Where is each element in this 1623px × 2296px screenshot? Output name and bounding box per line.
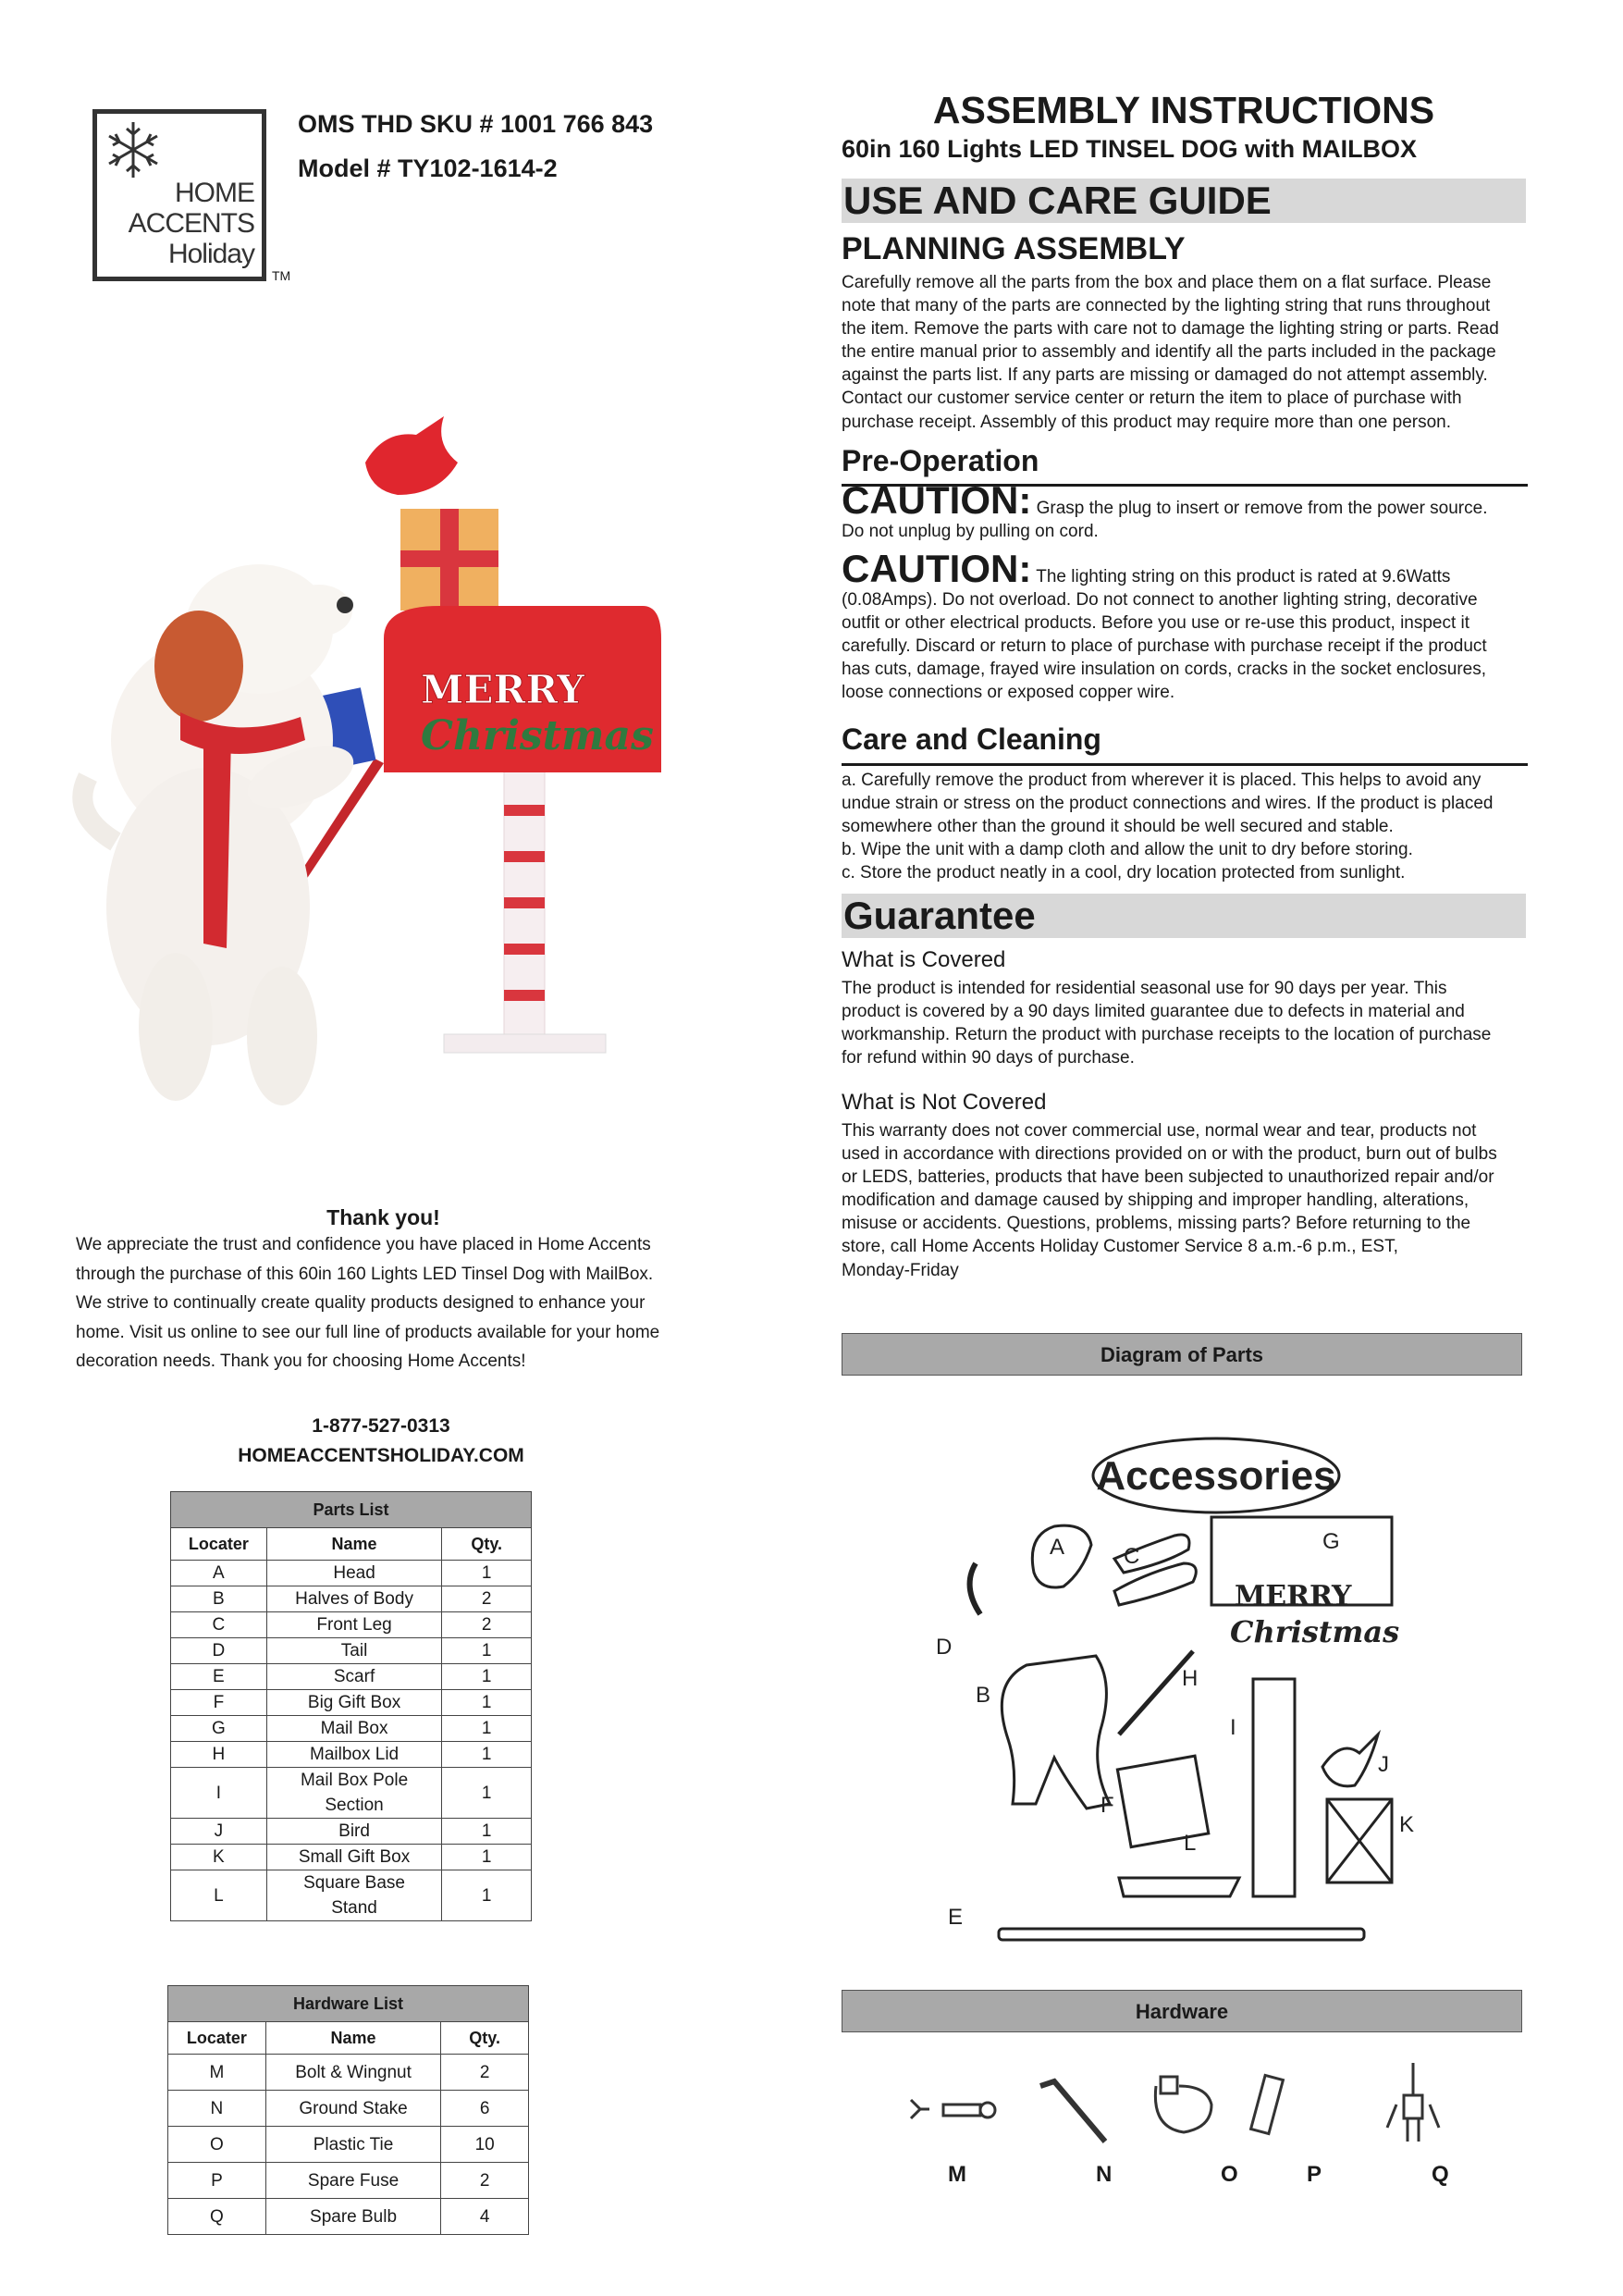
not-covered-line: Monday-Friday [842,1260,959,1280]
table-row [171,1768,532,1819]
brand-logo [92,109,266,281]
part-c-leg [1114,1563,1196,1605]
part-b-body [1002,1656,1110,1808]
not-covered-line: store, call Home Accents Holiday Customer Service 8 a.m.-6 p.m., EST, [842,1237,1398,1257]
brand-wordmark [129,178,254,269]
name-cell: Plastic Tie [265,2127,440,2163]
locater-cell: O [168,2127,266,2163]
hardware-list-caption: Hardware List [168,1986,529,2022]
snowflake-icon [101,117,166,182]
hardware-letter-p: P [1307,2162,1322,2187]
not-covered-line: modification and damage caused by shipping and improper handling, alterations, [842,1191,1469,1211]
qty-cell: 1 [442,1768,532,1819]
not-covered-line: used in accordance with directions provided on or with the product, burn out of bulbs [842,1144,1497,1165]
thank-you-body [76,1230,705,1376]
table-row [168,2163,529,2199]
hardware-letter-n: N [1096,2162,1113,2187]
not-covered-line: misuse or accidents. Questions, problems, missing parts? Before returning to the [842,1214,1471,1234]
spare-bulb-icon [1387,2063,1439,2142]
label-l: L [1184,1831,1197,1856]
table-row [168,2055,529,2091]
care-title: Care and Cleaning [842,722,1101,756]
spare-fuse-icon [1251,2075,1284,2133]
name-cell: Bird [266,1819,442,1845]
care-line: c. Store the product neatly in a cool, dry location protected from sunlight. [842,863,1406,883]
label-k: K [1399,1812,1415,1837]
qty-cell: 2 [441,2055,529,2091]
qty-cell: 1 [442,1742,532,1768]
table-row [168,2199,529,2235]
not-covered-line: This warranty does not cover commercial use, normal wear and tear, products not [842,1121,1477,1141]
planning-line: Carefully remove all the parts from the box and place them on a flat surface. Please [842,273,1492,292]
label-c: C [1124,1544,1140,1569]
hardware-letter-o: O [1221,2162,1238,2187]
care-line: a. Carefully remove the product from wherever it is placed. This helps to avoid any [842,771,1482,790]
hardware-list-table [167,1985,529,2235]
accessories-label: Accessories [1096,1453,1336,1499]
locater-cell: D [171,1638,267,1664]
column-header: Name [265,2022,440,2055]
diagram-mailbox-christmas: Christmas [1230,1614,1400,1649]
qty-cell: 1 [442,1716,532,1742]
locater-cell: P [168,2163,266,2199]
plastic-tie-icon [1155,2077,1211,2132]
name-cell: Scarf [266,1664,442,1690]
name-cell: Mail Box [266,1716,442,1742]
table-row [171,1845,532,1870]
thank-you-line: decoration needs. Thank you for choosing Home Accents! [76,1352,526,1372]
table-row [171,1716,532,1742]
parts-list-caption: Parts List [171,1492,532,1528]
locater-cell: Q [168,2199,266,2235]
name-cell: Mail Box Pole Section [266,1768,442,1819]
thank-you-line: through the purchase of this 60in 160 Lights LED Tinsel Dog with MailBox. [76,1264,654,1284]
mailbox-text-merry: MERRY [421,667,585,712]
locater-cell: E [171,1664,267,1690]
column-header: Locater [171,1528,267,1561]
qty-cell: 1 [442,1819,532,1845]
label-h: H [1182,1666,1199,1691]
mailbox-text-christmas: Christmas [421,712,654,759]
care-line: somewhere other than the ground it should be well secured and stable. [842,817,1394,837]
label-a: A [1050,1535,1065,1560]
parts-list-table [170,1491,532,1921]
caution-label: CAUTION: [842,478,1032,522]
name-cell: Square Base Stand [266,1870,442,1921]
planning-line: Contact our customer service center or return the item to place of purchase with [842,389,1462,409]
brand-line1: HOME [175,178,254,208]
covered-line: product is covered by a 90 days limited guarantee due to defects in material and [842,1002,1465,1022]
caution-2-line: loose connections or exposed copper wire. [842,683,1175,703]
planning-line: against the parts list. If any parts are missing or damaged do not attempt assembly. [842,365,1488,386]
planning-title: PLANNING ASSEMBLY [842,231,1186,266]
locater-cell: C [171,1612,267,1638]
part-e-scarf [999,1929,1364,1940]
column-header: Locater [168,2022,266,2055]
planning-line: purchase receipt. Assembly of this product may require more than one person. [842,412,1452,432]
thank-you-line: We appreciate the trust and confidence you have placed in Home Accents [76,1235,651,1254]
qty-cell: 2 [442,1612,532,1638]
diagram-header: Diagram of Parts [842,1333,1522,1376]
table-row [171,1664,532,1690]
caution-1-rest: Do not unplug by pulling on cord. [842,522,1099,542]
name-cell: Bolt & Wingnut [265,2055,440,2091]
name-cell: Big Gift Box [266,1690,442,1716]
hardware-letter-m: M [948,2162,966,2187]
locater-cell: N [168,2091,266,2127]
model-line: Model # TY102-1614-2 [298,154,558,182]
table-row [171,1742,532,1768]
name-cell: Small Gift Box [266,1845,442,1870]
thank-you-line: home. Visit us online to see our full line of products available for your home [76,1322,660,1342]
product-image [51,407,689,1110]
assembly-title: ASSEMBLY INSTRUCTIONS [932,89,1435,131]
qty-cell: 1 [442,1870,532,1921]
qty-cell: 1 [442,1664,532,1690]
thank-you-title: Thank you! [326,1205,440,1229]
part-j-bird [1322,1734,1378,1786]
part-d-tail [970,1563,980,1614]
table-row [171,1870,532,1921]
qty-cell: 1 [442,1638,532,1664]
caution-2-line: carefully. Discard or return to place of purchase with purchase receipt if the product [842,636,1487,657]
label-b: B [976,1683,991,1708]
website-url: HOMEACCENTSHOLIDAY.COM [238,1445,524,1466]
locater-cell: G [171,1716,267,1742]
brand-line3: Holiday [167,239,254,269]
table-row [171,1561,532,1586]
qty-cell: 1 [442,1845,532,1870]
label-f: F [1100,1793,1114,1818]
brand-line2: ACCENTS [128,208,254,239]
label-i: I [1230,1715,1236,1740]
care-line: b. Wipe the unit with a damp cloth and allow the unit to dry before storing. [842,840,1413,860]
table-row [171,1638,532,1664]
name-cell: Spare Fuse [265,2163,440,2199]
caution-2-line: (0.08Amps). Do not overload. Do not connect to another lighting string, decorative [842,590,1478,611]
phone-number: 1-877-527-0313 [312,1415,450,1437]
hardware-illustrations [906,2058,1480,2160]
name-cell: Spare Bulb [265,2199,440,2235]
qty-cell: 1 [442,1561,532,1586]
locater-cell: A [171,1561,267,1586]
part-h-lid [1119,1651,1193,1734]
hardware-letter-q: Q [1432,2162,1449,2187]
covered-title: What is Covered [842,947,1006,972]
qty-cell: 10 [441,2127,529,2163]
diagram-mailbox-merry: MERRY [1235,1580,1352,1612]
locater-cell: B [171,1586,267,1612]
care-body [842,769,1526,884]
part-l-base [1119,1878,1239,1896]
name-cell: Halves of Body [266,1586,442,1612]
locater-cell: H [171,1742,267,1768]
table-row [168,2127,529,2163]
caution-2-text: The lighting string on this product is rated at 9.6Watts [1036,567,1451,586]
locater-cell: K [171,1845,267,1870]
table-row [171,1690,532,1716]
planning-body [842,271,1526,434]
qty-cell: 4 [441,2199,529,2235]
planning-line: the item. Remove the parts with care not to damage the lighting string or parts. Read [842,319,1499,339]
name-cell: Tail [266,1638,442,1664]
thank-you-line: We strive to continually create quality products designed to enhance your [76,1293,646,1314]
qty-cell: 6 [441,2091,529,2127]
caution-2-line: has cuts, damage, frayed wire insulation on cords, cracks in the socket enclosures, [842,660,1487,680]
locater-cell: I [171,1768,267,1819]
qty-cell: 2 [441,2163,529,2199]
hardware-header: Hardware [842,1990,1522,2032]
caution-2 [842,547,1526,705]
covered-line: The product is intended for residential seasonal use for 90 days per year. This [842,979,1447,998]
locater-cell: M [168,2055,266,2091]
planning-line: note that many of the parts are connected by the lighting string that runs throughout [842,296,1491,316]
care-line: undue strain or stress on the product connections and wires. If the product is placed [842,794,1494,814]
column-header: Name [266,1528,442,1561]
table-row [171,1819,532,1845]
covered-line: workmanship. Return the product with purchase receipts to the location of purchase [842,1025,1492,1045]
label-g: G [1322,1529,1340,1554]
caution-2-line: outfit or other electrical products. Before you use or re-use this product, inspect it [842,613,1470,634]
guarantee-title: Guarantee [842,894,1526,938]
part-i-pole [1253,1679,1295,1896]
label-d: D [936,1635,953,1660]
name-cell: Ground Stake [265,2091,440,2127]
parts-diagram [925,1434,1443,1943]
table-row [171,1612,532,1638]
caution-1 [842,478,1526,543]
locater-cell: F [171,1690,267,1716]
covered-line: for refund within 90 days of purchase. [842,1048,1135,1068]
column-header: Qty. [441,2022,529,2055]
name-cell: Mailbox Lid [266,1742,442,1768]
ground-stake-icon [1040,2081,1105,2142]
qty-cell: 2 [442,1586,532,1612]
guide-title: USE AND CARE GUIDE [842,179,1526,223]
section-divider [842,763,1528,766]
name-cell: Head [266,1561,442,1586]
locater-cell: L [171,1870,267,1921]
pre-operation-title: Pre-Operation [842,444,1039,477]
label-j: J [1378,1752,1389,1777]
qty-cell: 1 [442,1690,532,1716]
caution-label: CAUTION: [842,547,1032,590]
trademark-mark: TM [272,268,291,283]
planning-line: the entire manual prior to assembly and identify all the parts included in the package [842,342,1496,363]
caution-1-text: Grasp the plug to insert or remove from the power source. [1036,499,1488,518]
column-header: Qty. [442,1528,532,1561]
table-row [168,2091,529,2127]
covered-body [842,977,1526,1069]
bolt-wingnut-icon [911,2100,995,2118]
product-subtitle: 60in 160 Lights LED TINSEL DOG with MAILBOX [842,135,1418,163]
not-covered-line: or LEDS, batteries, products that have been subjected to unauthorized repair and/or [842,1167,1494,1188]
locater-cell: J [171,1819,267,1845]
label-e: E [948,1905,964,1930]
not-covered-title: What is Not Covered [842,1090,1047,1115]
sku-line: OMS THD SKU # 1001 766 843 [298,110,654,138]
not-covered-body [842,1119,1526,1282]
table-row [171,1586,532,1612]
name-cell: Front Leg [266,1612,442,1638]
